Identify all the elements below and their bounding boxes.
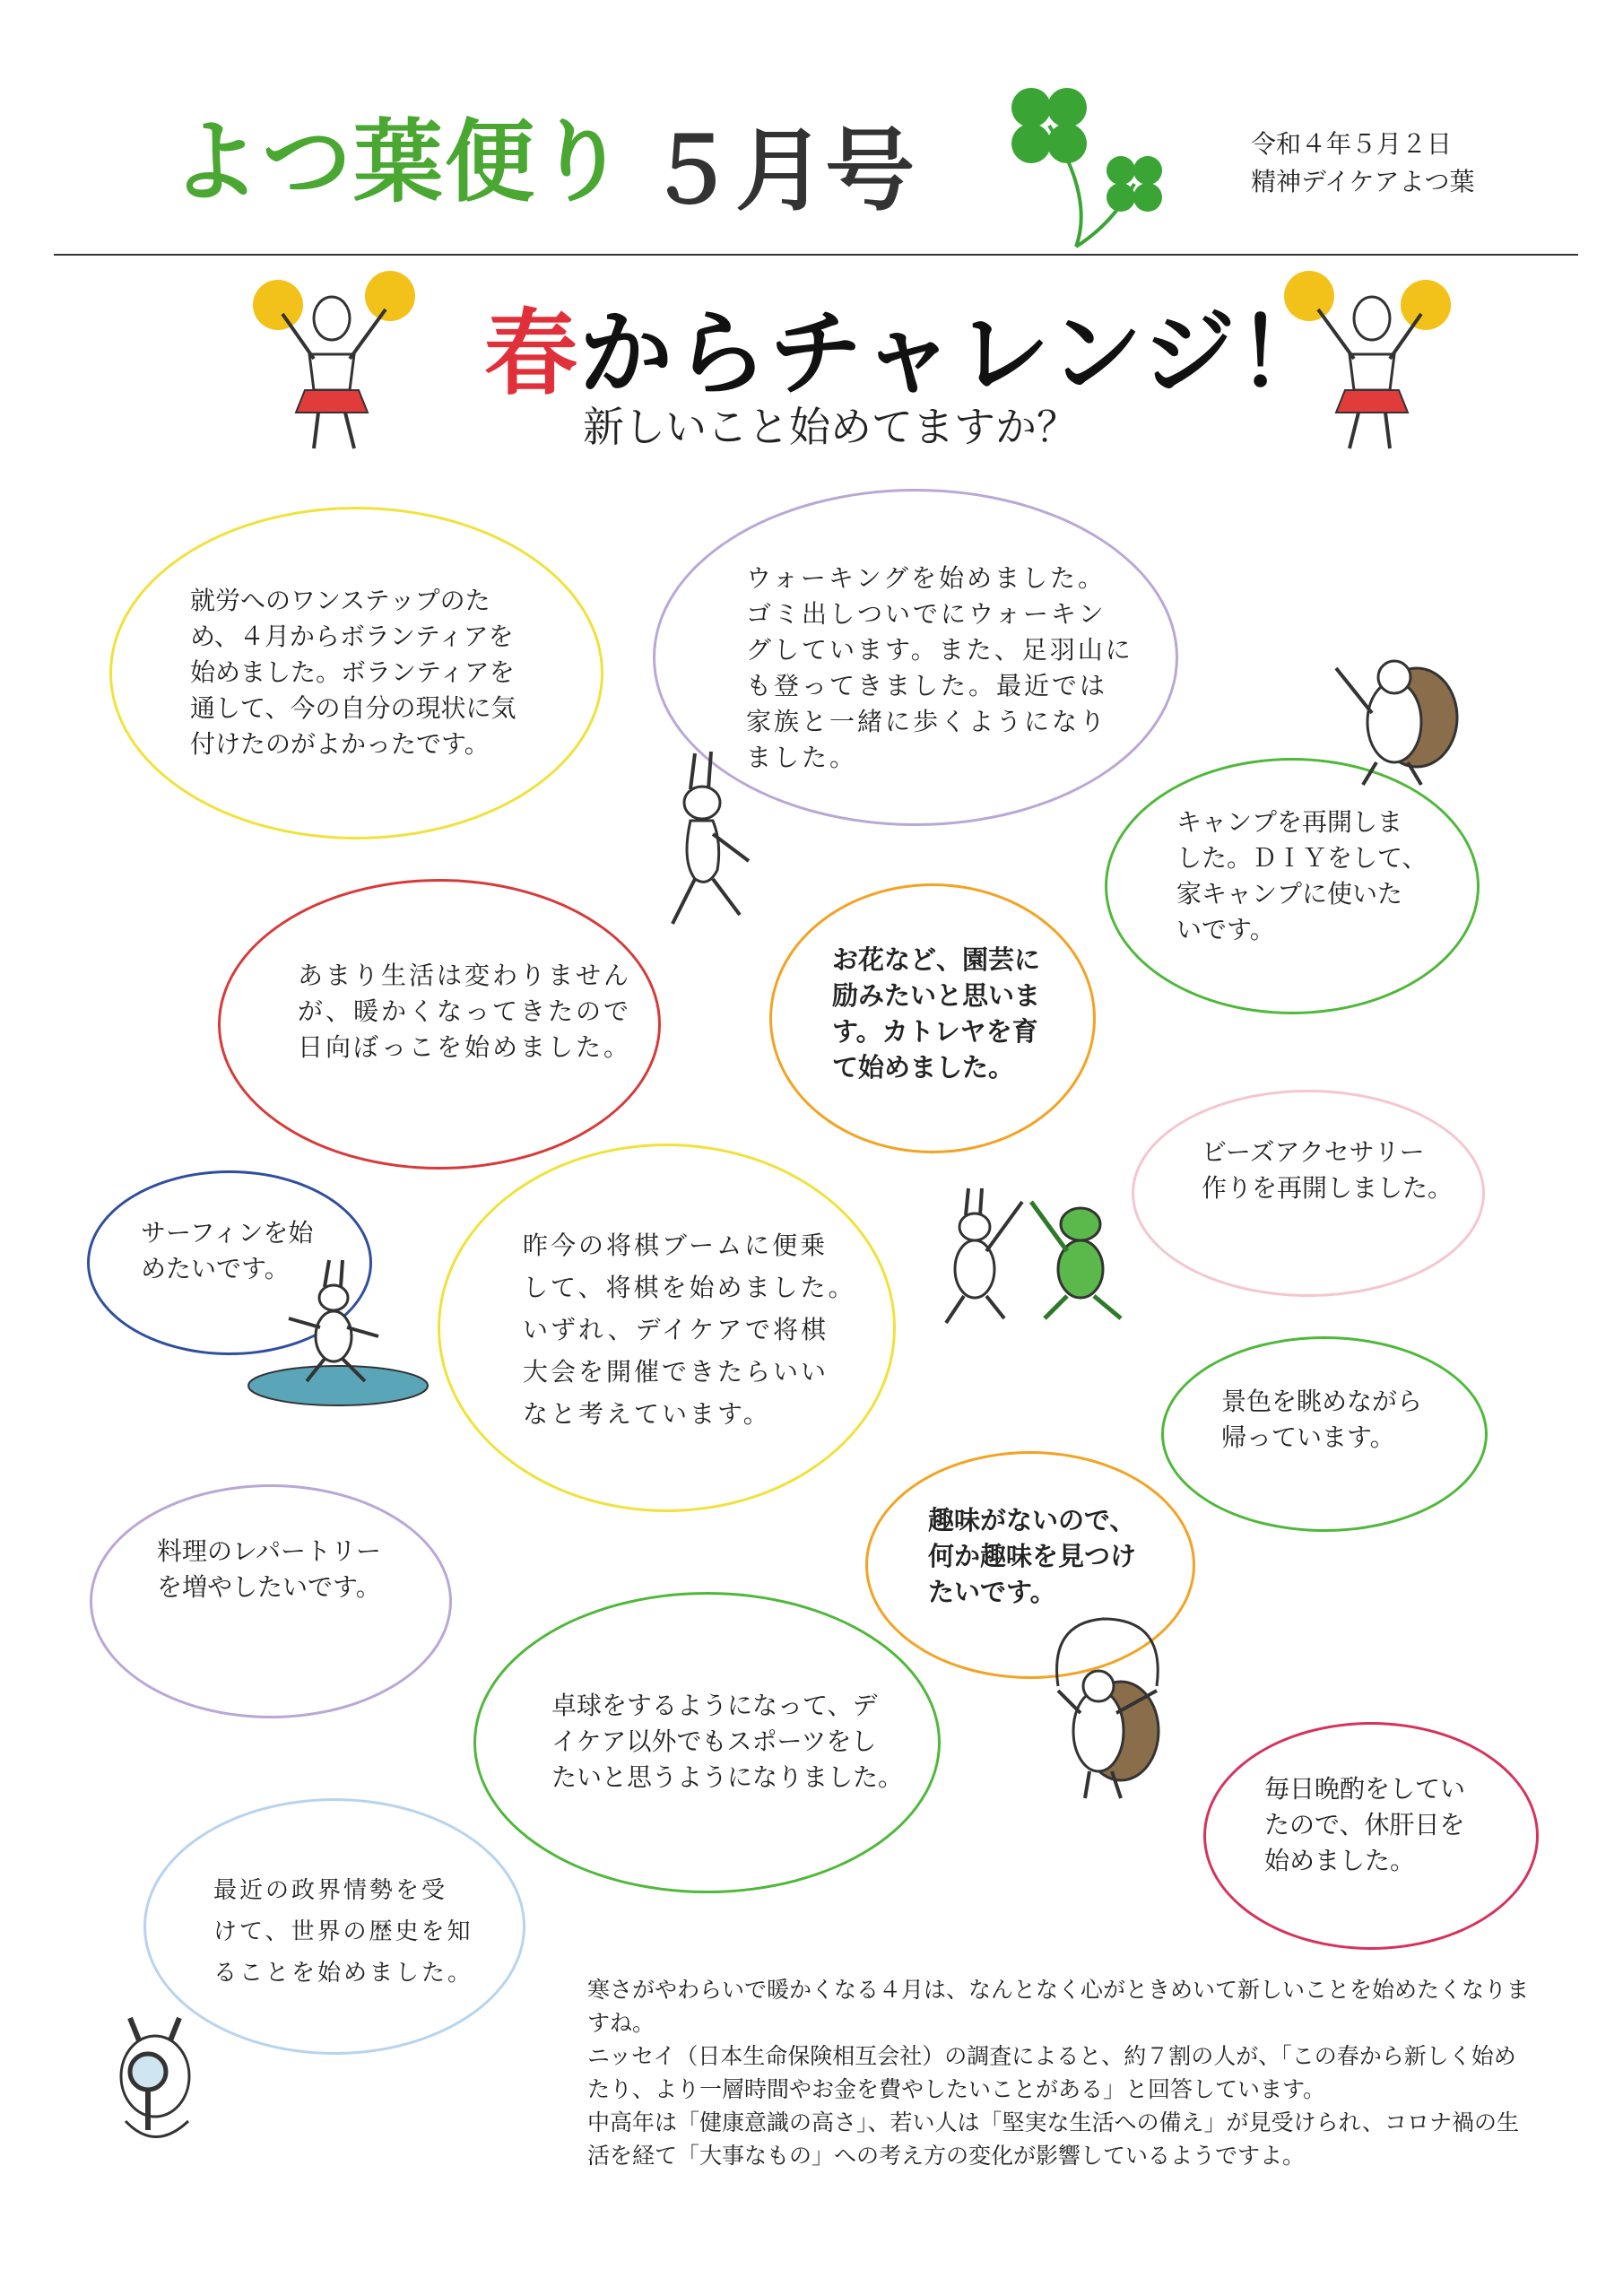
closing-paragraph: 中高年は「健康意識の高さ」、若い人は「堅実な生活への備え」が見受けられ、コロナ禍の生活を経て「大事なもの」への考え方の変化が影響しているようですよ。 (587, 2109, 1520, 2169)
headline-subtitle: 新しいこと始めてますか？ (583, 403, 1078, 451)
comment-text: 昨今の将棋ブームに便乗 して、将棋を始めました。 いずれ、デイケアで将棋 大会を開催できたらいい なと考えています。 (523, 1231, 856, 1429)
hedgehog-icon (1323, 641, 1475, 789)
comment-text: 料理のレパートリー を増やしたいです。 (157, 1536, 382, 1602)
rabbit-and-frog-icon (919, 1184, 1139, 1327)
closing-paragraph: ニッセイ（日本生命保険相互会社）の調査によると、約７割の人が、「この春から新しく始めたり、より一層時間やお金を費やしたいことがある」と回答しています。 (587, 2043, 1516, 2102)
comment-text: 就労へのワンステップのた め、４月からボランティアを 始めました。ボランティアを 通して、今の自分の現状に気 付けたのがよかったです。 (190, 586, 516, 759)
comment-text: サーフィンを始 めたいです。 (141, 1218, 314, 1283)
closing-message (587, 1973, 1538, 2172)
comment-text: お花など、園芸に 励みたいと思いま す。カトレヤを育 て始めました。 (832, 944, 1041, 1083)
organization-name: 精神デイケアよつ葉 (1251, 167, 1475, 196)
comment-text: 趣味がないので、 何か趣味を見つけ たいです。 (928, 1505, 1137, 1607)
issue-info (1251, 126, 1474, 201)
comment-text: 卓球をするようになって、デ イケア以外でもスポーツをし たいと思うようになりました。 (551, 1691, 904, 1792)
jumping-rope-hedgehog-icon (1031, 1614, 1184, 1807)
cheerleader-rabbit-icon (242, 269, 421, 457)
surfing-rabbit-icon (244, 1251, 432, 1413)
comment-text: 最近の政界情勢を受 けて、世界の歴史を知 ることを始めました。 (213, 1877, 474, 1987)
four-leaf-clover-icon (995, 72, 1175, 251)
issue-label: ５月号 (646, 118, 915, 223)
issue-date: 令和４年５月２日 (1251, 129, 1453, 159)
closing-paragraph: 寒さがやわらいで暖かくなる４月は、なんとなく心がときめいて新しいことを始めたくなりますね。 (587, 1977, 1530, 2036)
walking-rabbit-icon (641, 744, 767, 933)
headline-accent: 春 (484, 299, 580, 408)
newsletter-title: よつ葉便り (170, 109, 628, 214)
comment-text: あまり生活は変わりません が、暖かくなってきたので 日向ぼっこを始めました。 (298, 961, 632, 1062)
headline (484, 278, 1332, 413)
magnifying-glass-character-icon (103, 2009, 211, 2152)
comment-text: ウォーキングを始めました。 ゴミ出しついでにウォーキン グしています。また、足羽山に も登ってきました。最近では 家族と一緒に歩くようになり ました。 (746, 563, 1133, 772)
comment-text: ビーズアクセサリー 作りを再開しました。 (1202, 1137, 1454, 1203)
header-divider (54, 254, 1578, 256)
headline-rest: からチャレンジ！ (579, 299, 1332, 408)
comment-text: 毎日晩酌をしてい たので、休肝日を 始めました。 (1264, 1774, 1466, 1875)
comment-text: 景色を眺めながら 帰っています。 (1221, 1387, 1423, 1452)
comment-text: キャンプを再開しま した。ＤＩＹをして、 家キャンプに使いた いです。 (1176, 807, 1428, 944)
